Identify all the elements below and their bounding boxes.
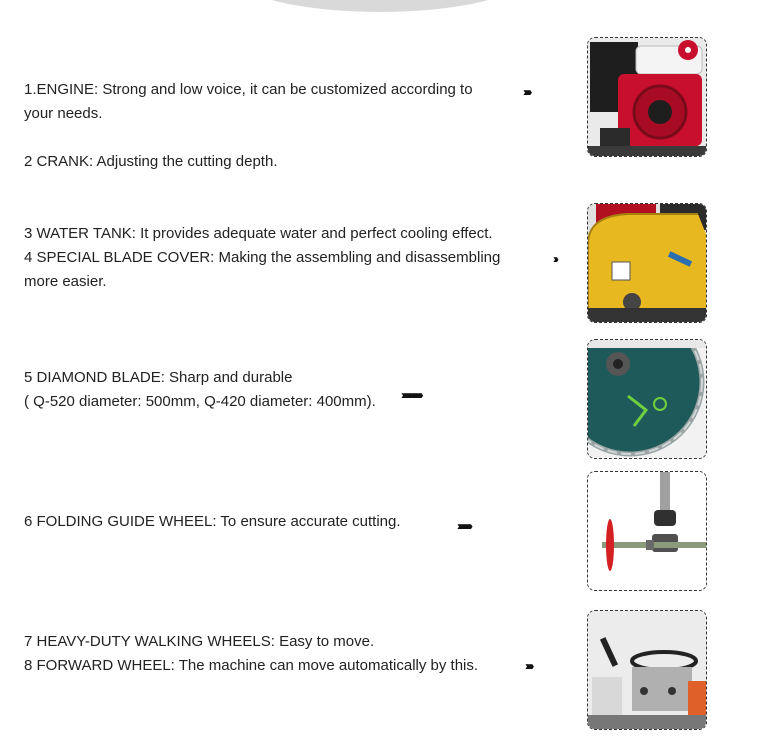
walking-wheels-text: 7 HEAVY-DUTY WALKING WHEELS: Easy to move.	[24, 633, 375, 650]
diamond-blade-text: 5 DIAMOND BLADE: Sharp and durable	[24, 369, 293, 386]
crank-text: 2 CRANK: Adjusting the cutting depth.	[24, 153, 278, 170]
diamond-blade-diameter-text: ( Q-520 diameter: 500mm, Q-420 diameter: 400mm).	[24, 393, 376, 410]
blade-cover-text-continued: more easier.	[24, 273, 107, 290]
water-tank-text: 3 WATER TANK: It provides adequate water and perfect cooling effect.	[24, 225, 493, 242]
guide-wheel-photo	[587, 471, 707, 591]
arrow-group-3: ››› ››› ››› ››› ››› ›››	[401, 388, 421, 402]
diamond-blade-photo	[587, 339, 707, 459]
top-decorative-arc	[235, 0, 525, 12]
arrow-group-5: ››› ›››	[525, 659, 532, 673]
engine-text-continued: your needs.	[24, 105, 103, 122]
blade-cover-text: 4 SPECIAL BLADE COVER: Making the assembling and disassembling	[24, 249, 501, 266]
blade-cover-photo	[587, 203, 707, 323]
guide-wheel-text: 6 FOLDING GUIDE WHEEL: To ensure accurate cutting.	[24, 513, 401, 530]
forward-wheel-text: 8 FORWARD WHEEL: The machine can move automatically by this.	[24, 657, 479, 674]
engine-photo	[587, 37, 707, 157]
arrow-group-1: ››› ›››	[523, 85, 530, 99]
arrow-group-2: ›››	[553, 252, 556, 266]
arrow-group-4: ››› ››› ››› ›››	[457, 519, 470, 533]
walking-wheels-photo	[587, 610, 707, 730]
engine-text: 1.ENGINE: Strong and low voice, it can be customized according to	[24, 81, 473, 98]
